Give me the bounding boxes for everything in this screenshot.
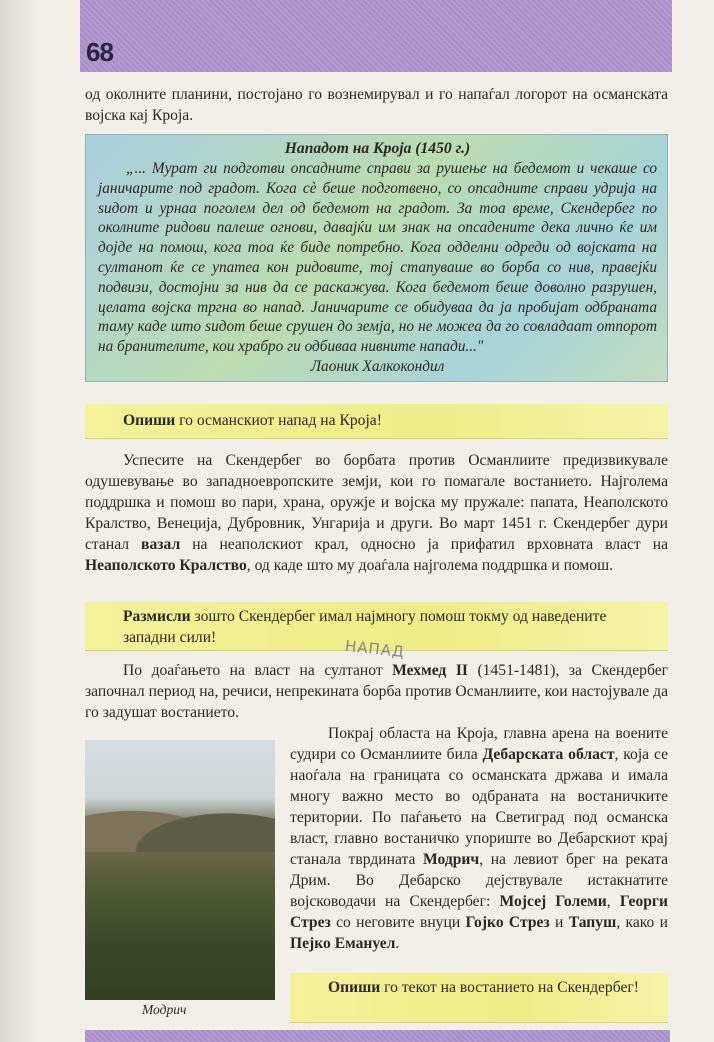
paragraph-mehmed (85, 660, 668, 723)
task-keyword: Опиши (328, 979, 381, 996)
term-mehmed: Мехмед II (392, 662, 468, 679)
text: и (549, 914, 569, 931)
photo-caption: Модрич (142, 1002, 187, 1017)
paragraph-debar (290, 723, 668, 954)
task-keyword: Размисли (123, 608, 191, 625)
text: (1451-1481), за Скендербег започнал период на, речиси, непрекината борба против Османлиите, кои настојувале да го задушат востанието. (85, 662, 669, 721)
mountain-ridge (85, 792, 275, 852)
task-text: го османскиот напад на Кроја! (175, 412, 382, 429)
intro-paragraph: од околните планини, постојано го вознемирувал и го напаѓал логорот на османската војска кај Кроја. (85, 86, 668, 124)
name: Пејко Емануел (290, 935, 396, 952)
text: , која се наоѓала на границата со османската држава и имала многу важно место во одбраната на востаничките територии. По паѓањето на Светиград под османска власт, главно востаничко упориште во Дебарскиот крај станала тврдината (290, 746, 668, 868)
text: , како и (616, 914, 668, 931)
text: Успесите на Скендербег во борбата против Османлиите предизвикувале одушевување во западноевропските земји, кои го помагале востанието. Најголема поддршка и помош во пари, храна, оружје и војска му пружале: папата, Неаполското Кралство, Венеција, Дубровник, Унгарија и други. Во март 1451 г. Скендербег дури станал (85, 452, 668, 553)
text: По доаѓањето на власт на султанот (123, 662, 393, 679)
task-text: го текот на востанието на Скендербег! (380, 979, 639, 996)
name: Тапуш (568, 914, 617, 931)
task-keyword: Опиши (123, 412, 176, 429)
text: Покрај областа на Кроја, главна арена на воените судири со Османлиите била (290, 725, 668, 763)
text: , (606, 893, 620, 910)
text: , на левиот брег на реката Дрим. Во Дебарско дејствувале истакнатите војсководачи на Скендербег: (290, 851, 668, 910)
page-number: 68 (86, 37, 113, 67)
text: со неговите внуци (330, 914, 466, 931)
text: , од каде што му доаѓала најголема поддршка и помош. (246, 557, 614, 574)
page-footer-band (85, 1030, 670, 1042)
quote-author: Лаоник Халкокондил (310, 357, 445, 375)
task-box-describe-uprising (290, 973, 668, 1023)
term-modrich: Модрич (423, 851, 480, 868)
task-box-describe-attack (85, 404, 668, 439)
quote-body: „... Мурат ги подготви опсадните справи за рушење на бедемот и чекаше со јаничарите под градот. Кога сè беше подготвено, со опсадните справи удрија на ѕидот и урнаа поголем дел од бедемот на градот. За тоа време, Скендербег по околните ридови палеше огнови, давајќи им знак на опсадените дека лично ќе им дојде на помош, кога тоа ќе биде потребно. Кога одделни одреди од војската на султанот ќе се упатеа кон ридовите, тој стапуваше во борба со нив, правејќи подвизи, достојни за нив да се раскажува. Кога бедемот беше доволно разрушен, целата војска тргна во напад. Јаничарите се обидуваа да ја пробијат одбраната таму каде што ѕидот беше срушен до земја, но не можеа да го совладаат отпорот на бранителите, кои храбро ги одбиваа нивните напади..." (98, 160, 657, 356)
source-quote-box (85, 134, 668, 382)
name: Гојко Стрез (465, 914, 550, 931)
page-edge-shadow (0, 0, 40, 1042)
name: Мојсеј Големи (499, 893, 607, 910)
quote-title: Нападот на Кроја (1450 г.) (284, 140, 471, 157)
page-header-band (80, 0, 672, 72)
name: Георги Стрез (290, 893, 669, 931)
photo-modrich (85, 740, 275, 1000)
handwritten-note: НАПАД (344, 636, 406, 662)
text: . (395, 935, 400, 952)
text: на неаполскиот крал, односно ја прифатил врховната власт на (180, 536, 668, 553)
paragraph-support (85, 450, 668, 576)
term-vassal: вазал (141, 536, 181, 553)
term-debar-region: Дебарската област (482, 746, 615, 763)
term-kingdom-naples: Неаполското Кралство (85, 557, 247, 574)
task-text: зошто Скендербег имал најмногу помош токму од наведените западни сили! (123, 608, 607, 646)
